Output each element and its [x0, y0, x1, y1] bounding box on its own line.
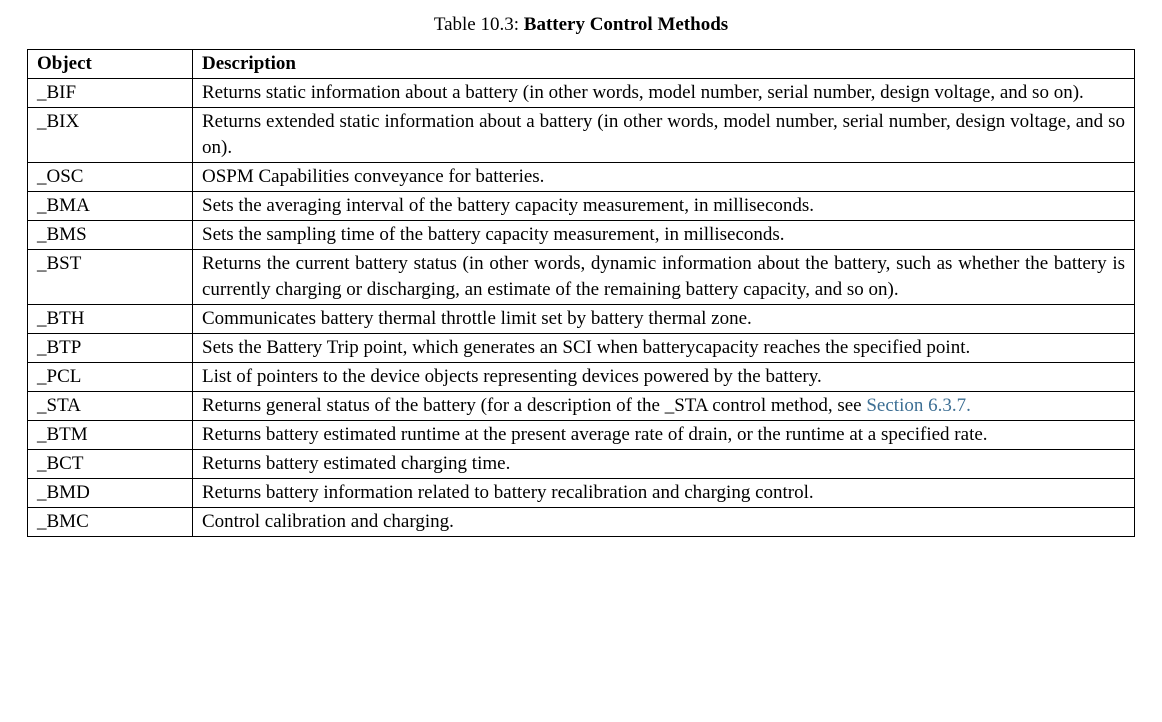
object-cell: _BTM	[28, 421, 193, 450]
object-cell: _BMS	[28, 221, 193, 250]
description-cell: Returns battery estimated charging time.	[193, 450, 1135, 479]
description-cell: Returns static information about a battery (in other words, model number, serial number, design voltage, and so on).	[193, 79, 1135, 108]
table-caption-title: Battery Control Methods	[523, 14, 729, 35]
description-cell: OSPM Capabilities conveyance for batteries.	[193, 163, 1135, 192]
table-row	[28, 305, 1135, 334]
object-cell: _BMA	[28, 192, 193, 221]
description-text: Returns general status of the battery (for a description of the _STA control method, see	[202, 395, 867, 416]
table-row	[28, 334, 1135, 363]
description-column-header: Description	[193, 50, 1135, 79]
description-cell: Returns extended static information about a battery (in other words, model number, serial number, design voltage, and so on).	[193, 108, 1135, 163]
object-cell: _BMD	[28, 479, 193, 508]
object-cell: _BMC	[28, 508, 193, 537]
description-cell: Sets the averaging interval of the battery capacity measurement, in milliseconds.	[193, 192, 1135, 221]
table-row	[28, 192, 1135, 221]
section-6-3-7-link[interactable]: Section 6.3.7.	[866, 395, 971, 416]
table-row	[28, 421, 1135, 450]
description-cell: Sets the Battery Trip point, which generates an SCI when batterycapacity reaches the specified point.	[193, 334, 1135, 363]
battery-control-methods-table	[27, 49, 1135, 537]
description-cell: Returns the current battery status (in other words, dynamic information about the battery, such as whether the battery is currently charging or discharging, an estimate of the remaining battery capacity, and so on).	[193, 250, 1135, 305]
table-row	[28, 163, 1135, 192]
table-row	[28, 221, 1135, 250]
table-caption-number: Table 10.3:	[433, 14, 524, 35]
object-cell: _OSC	[28, 163, 193, 192]
object-cell: _BIX	[28, 108, 193, 163]
description-cell: Communicates battery thermal throttle limit set by battery thermal zone.	[193, 305, 1135, 334]
table-row	[28, 392, 1135, 421]
table-row	[28, 479, 1135, 508]
table-row	[28, 79, 1135, 108]
description-cell: List of pointers to the device objects representing devices powered by the battery.	[193, 363, 1135, 392]
table-row	[28, 108, 1135, 163]
table-header-row	[28, 50, 1135, 79]
table-row	[28, 363, 1135, 392]
table-row	[28, 250, 1135, 305]
description-cell: Returns battery information related to battery recalibration and charging control.	[193, 479, 1135, 508]
description-cell: Control calibration and charging.	[193, 508, 1135, 537]
object-cell: _BST	[28, 250, 193, 305]
table-row	[28, 508, 1135, 537]
description-cell: Sets the sampling time of the battery capacity measurement, in milliseconds.	[193, 221, 1135, 250]
object-cell: _BIF	[28, 79, 193, 108]
object-cell: _BCT	[28, 450, 193, 479]
object-cell: _STA	[28, 392, 193, 421]
object-cell: _BTH	[28, 305, 193, 334]
description-cell	[193, 392, 1135, 421]
object-cell: _BTP	[28, 334, 193, 363]
table-caption	[27, 12, 1135, 38]
object-cell: _PCL	[28, 363, 193, 392]
object-column-header: Object	[28, 50, 193, 79]
table-row	[28, 450, 1135, 479]
description-cell: Returns battery estimated runtime at the present average rate of drain, or the runtime at a specified rate.	[193, 421, 1135, 450]
